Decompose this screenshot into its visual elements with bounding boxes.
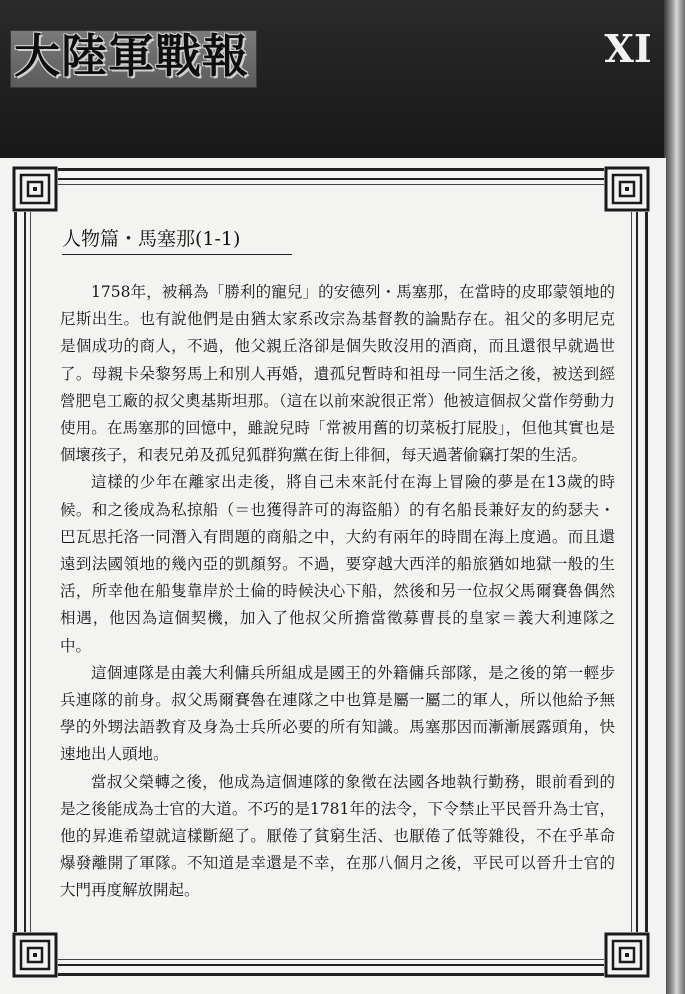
article-title: 人物篇・馬塞那(1-1)	[62, 228, 241, 250]
paragraph-3: 這個連隊是由義大利傭兵所組成是國王的外籍傭兵部隊，是之後的第一輕步兵連隊的前身。叔父馬爾賽魯在連隊之中也算是屬一屬二的軍人，所以他給予無學的外甥法語教育及身為士兵所必要的所有知識。馬塞那因而漸漸展露頭角，快速地出人頭地。	[60, 663, 615, 764]
page-binding-edge	[664, 0, 685, 994]
title-underline	[62, 254, 292, 255]
chapter-numeral: XI	[604, 26, 652, 71]
paragraph-4: 當叔父榮轉之後，他成為這個連隊的象徵在法國各地執行勤務，眼前看到的是之後能成為士官的大道。不巧的是1781年的法令，下令禁止平民晉升為士官，他的昇進希望就這樣斷絕了。厭倦了貧窮生活、也厭倦了低等雜役，不在乎革命爆發離開了軍隊。不知道是幸還是不幸，在那八個月之後，平民可以晉升士官的大門再度解放開起。	[60, 772, 615, 900]
fret-corner-icon	[12, 166, 58, 212]
corner-ornament-bottom-right	[604, 932, 650, 978]
banner-title: 大陸軍戰報	[14, 29, 249, 83]
paragraph-2: 這樣的少年在離家出走後，將自己未來託付在海上冒險的夢是在13歲的時候。和之後成為私掠船（＝也獲得許可的海盜船）的有名船長兼好友的約瑟夫・巴瓦思托洛一同潛入有問題的商船之中，大約有兩年的時間在海上度過。而且還遠到法國領地的幾內亞的凱顏努。不過，要穿越大西洋的船旅猶如地獄一般的生活，所幸他在船隻靠岸於土倫的時候決心下船，然後和另一位叔父馬爾賽魯偶然相遇，他因為這個契機，加入了他叔父所擔當徵募曹長的皇家＝義大利連隊之中。	[60, 473, 615, 655]
corner-ornament-bottom-left	[12, 932, 58, 978]
article-title-block	[62, 226, 240, 252]
corner-ornament-top-left	[12, 166, 58, 212]
fret-corner-icon	[12, 932, 58, 978]
fret-corner-icon	[604, 932, 650, 978]
corner-ornament-top-right	[604, 166, 650, 212]
fret-corner-icon	[604, 166, 650, 212]
paragraph-1: 1758年，被稱為「勝利的寵兒」的安德列・馬塞那，在當時的皮耶蒙領地的尼斯出生。也有說他們是由猶太家系改宗為基督教的論點存在。祖父的多明尼克是個成功的商人，不過，他父親丘洛卻是個失敗沒用的酒商，而且還很早就過世了。母親卡朵黎努馬上和別人再婚，遺孤兒暫時和祖母一同生活之後，被送到經營肥皂工廠的叔父奧基斯坦那。（這在以前來說很正常）他被這個叔父當作勞動力使用。在馬塞那的回憶中，雖說兒時「常被用舊的切菜板打屁股」，但他其實也是個壞孩子，和表兄弟及孤兒狐群狗黨在街上徘徊，每天過著偷竊打架的生活。	[60, 283, 615, 465]
article-body	[60, 279, 615, 905]
